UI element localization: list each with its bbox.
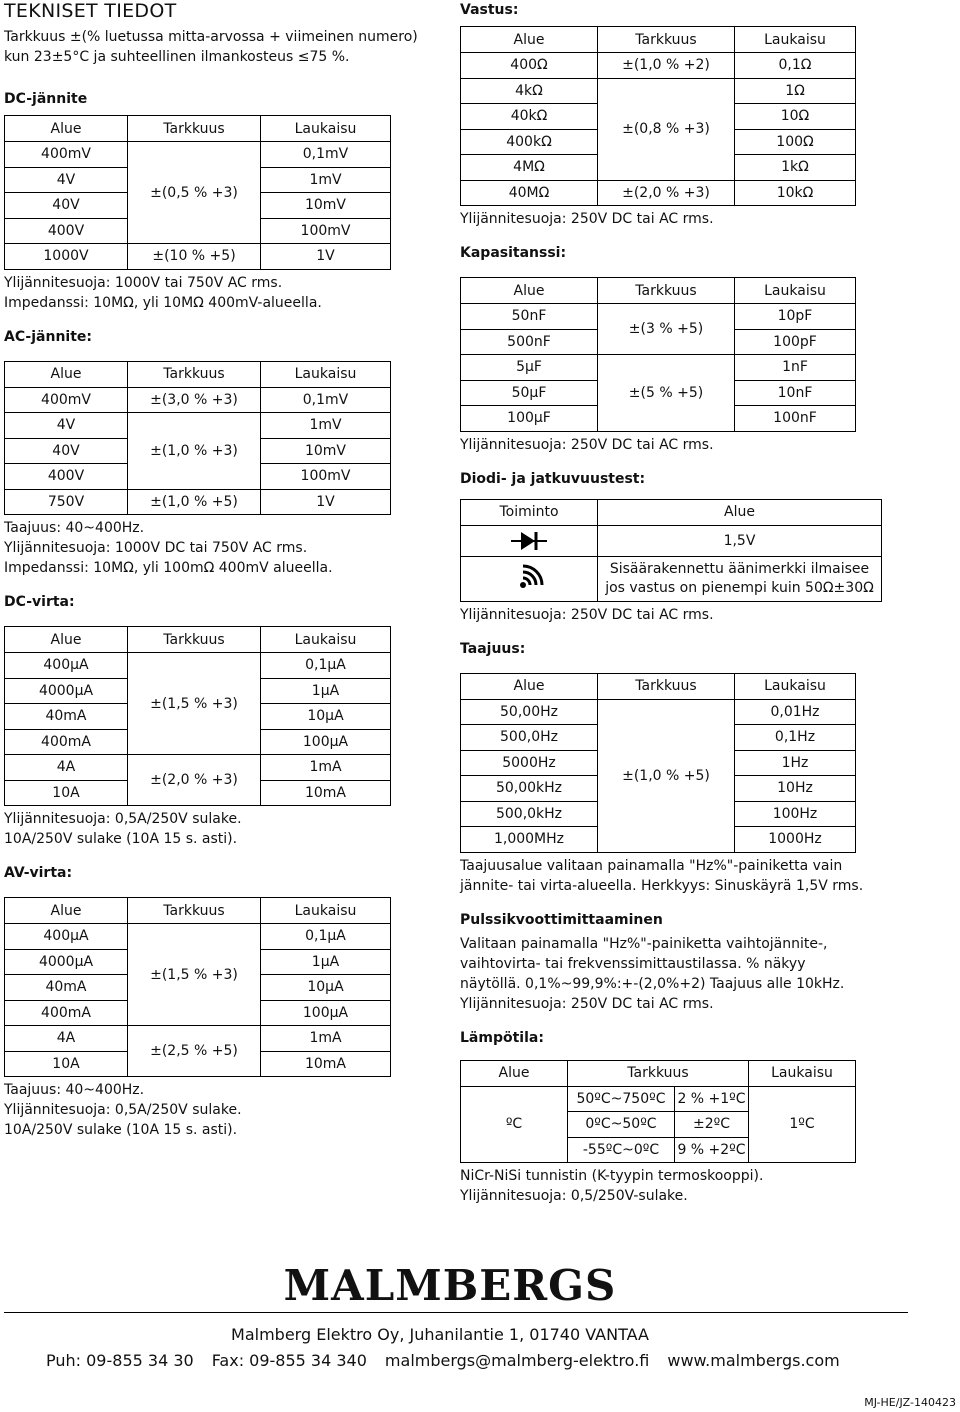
note-line: Taajuusalue valitaan painamalla "Hz%"-painiketta vain bbox=[460, 857, 843, 874]
col-header: Alue bbox=[5, 898, 128, 924]
note-line: Valitaan painamalla "Hz%"-painiketta vaihtojännite-, bbox=[460, 935, 828, 952]
table-cell: 1μA bbox=[261, 949, 391, 975]
table-cell: 1000Hz bbox=[735, 827, 856, 853]
col-header: Laukaisu bbox=[261, 116, 391, 142]
table-cell: 10Ω bbox=[735, 104, 856, 130]
table-cell: 400mA bbox=[5, 729, 128, 755]
note-line: jännite- tai virta-alueella. Herkkyys: Sinuskäyrä 1,5V rms. bbox=[460, 877, 864, 894]
col-header: Alue bbox=[5, 116, 128, 142]
table-cell: 50μF bbox=[461, 380, 598, 406]
table-cell: ±(1,5 % +3) bbox=[128, 924, 261, 1026]
note-line: Ylijännitesuoja: 0,5/250V-sulake. bbox=[460, 1188, 688, 1204]
table-cell: 1Hz bbox=[735, 750, 856, 776]
table-cell: ±(2,0 % +3) bbox=[598, 180, 735, 206]
col-header: Alue bbox=[461, 1060, 568, 1086]
table-cell: 5000Hz bbox=[461, 750, 598, 776]
col-header: Tarkkuus bbox=[128, 627, 261, 653]
col-header: Tarkkuus bbox=[598, 673, 735, 699]
col-header: Laukaisu bbox=[749, 1060, 856, 1086]
table-cell: ±(1,0 % +5) bbox=[128, 489, 261, 515]
table-cell: -55ºC~0ºC bbox=[568, 1137, 675, 1163]
buzzer-symbol-cell bbox=[461, 556, 598, 601]
table-cell: 0,1mV bbox=[261, 142, 391, 168]
intro-line: Tarkkuus ±(% luetussa mitta-arvossa + viimeinen numero) bbox=[4, 29, 418, 45]
table-cell: 1ºC bbox=[749, 1086, 856, 1163]
note-line: Ylijännitesuoja: 1000V DC tai 750V AC rms. bbox=[4, 540, 308, 556]
note-line: Ylijännitesuoja: 250V DC tai AC rms. bbox=[460, 211, 714, 227]
table-cell: 500,0kHz bbox=[461, 801, 598, 827]
footer-contact bbox=[46, 1351, 840, 1371]
table-cell: 500nF bbox=[461, 329, 598, 355]
col-header: Laukaisu bbox=[261, 361, 391, 387]
section-heading-ac-voltage: AC-jännite: bbox=[4, 328, 93, 345]
table-cell: 4kΩ bbox=[461, 78, 598, 104]
table-cell: 40mA bbox=[5, 975, 128, 1001]
table-cell: ºC bbox=[461, 1086, 568, 1163]
note-line: näytöllä. 0,1%~99,9%:+-(2,0%+2) Taajuus alle 10kHz. bbox=[460, 975, 845, 992]
col-header: Laukaisu bbox=[735, 278, 856, 304]
note-line: Ylijännitesuoja: 0,5A/250V sulake. bbox=[4, 811, 242, 827]
dc-voltage-table bbox=[4, 115, 391, 270]
table-cell: 1V bbox=[261, 244, 391, 270]
table-cell: 100pF bbox=[735, 329, 856, 355]
table-cell: 400μA bbox=[5, 924, 128, 950]
col-header: Laukaisu bbox=[261, 627, 391, 653]
table-cell: 10mA bbox=[261, 1051, 391, 1077]
col-header: Tarkkuus bbox=[598, 27, 735, 53]
table-cell: 400μA bbox=[5, 653, 128, 679]
capacitance-table bbox=[460, 277, 856, 432]
table-cell: 1V bbox=[261, 489, 391, 515]
col-header: Tarkkuus bbox=[568, 1060, 749, 1086]
col-header: Alue bbox=[5, 627, 128, 653]
table-cell: 4MΩ bbox=[461, 155, 598, 181]
footer-divider bbox=[4, 1312, 908, 1313]
table-cell: 2 % +1ºC bbox=[675, 1086, 749, 1112]
note-line: 10A/250V sulake (10A 15 s. asti). bbox=[4, 1122, 238, 1138]
table-cell: 100Ω bbox=[735, 129, 856, 155]
document-code: MJ-HE/JZ-140423 bbox=[864, 1396, 956, 1409]
page-title: TEKNISET TIEDOT bbox=[4, 0, 177, 22]
table-cell: ±(1,0 % +5) bbox=[598, 699, 735, 852]
table-cell: 100mV bbox=[261, 218, 391, 244]
note-line: vaihtovirta- tai frekvenssimittaustilassa. % näkyy bbox=[460, 955, 806, 972]
note-line: Impedanssi: 10MΩ, yli 10MΩ 400mV-alueella. bbox=[4, 294, 322, 311]
section-heading-temperature: Lämpötila: bbox=[460, 1029, 544, 1046]
table-cell: 100Hz bbox=[735, 801, 856, 827]
table-cell: ±(10 % +5) bbox=[128, 244, 261, 270]
table-cell: 1Ω bbox=[735, 78, 856, 104]
table-cell: 1mV bbox=[261, 413, 391, 439]
table-cell: 10nF bbox=[735, 380, 856, 406]
table-cell: 10mV bbox=[261, 438, 391, 464]
table-cell: 40mA bbox=[5, 704, 128, 730]
table-cell: 400Ω bbox=[461, 53, 598, 79]
col-header: Laukaisu bbox=[735, 27, 856, 53]
note-line: Taajuus: 40~400Hz. bbox=[4, 520, 145, 536]
section-heading-resistance: Vastus: bbox=[460, 2, 519, 18]
section-heading-dc-current: DC-virta: bbox=[4, 594, 75, 610]
company-logo: MALMBERGS bbox=[283, 1261, 617, 1310]
section-heading-pulse: Pulssikvoottimittaaminen bbox=[460, 911, 663, 928]
table-cell: 1μA bbox=[261, 678, 391, 704]
table-cell: 100nF bbox=[735, 406, 856, 432]
note-line: Ylijännitesuoja: 1000V tai 750V AC rms. bbox=[4, 274, 283, 291]
col-header: Alue bbox=[5, 361, 128, 387]
table-cell: ±(1,0 % +2) bbox=[598, 53, 735, 79]
frequency-table bbox=[460, 673, 856, 853]
table-cell: 10μA bbox=[261, 975, 391, 1001]
table-cell: 1,5V bbox=[598, 525, 882, 556]
note-line: Ylijännitesuoja: 250V DC tai AC rms. bbox=[460, 995, 714, 1012]
table-cell: 0,1μA bbox=[261, 653, 391, 679]
col-header: Alue bbox=[461, 673, 598, 699]
table-cell: 10kΩ bbox=[735, 180, 856, 206]
diode-icon bbox=[509, 530, 549, 552]
table-cell: 1000V bbox=[5, 244, 128, 270]
note-line: Ylijännitesuoja: 250V DC tai AC rms. bbox=[460, 436, 714, 453]
table-cell: 0,01Hz bbox=[735, 699, 856, 725]
col-header: Alue bbox=[598, 499, 882, 525]
table-cell: 10mA bbox=[261, 780, 391, 806]
table-cell: 4V bbox=[5, 167, 128, 193]
table-cell: 100μA bbox=[261, 1000, 391, 1026]
intro-line: kun 23±5°C ja suhteellinen ilmankosteus ≤75 %. bbox=[4, 49, 350, 65]
table-cell: 0ºC~50ºC bbox=[568, 1112, 675, 1138]
table-cell: 40MΩ bbox=[461, 180, 598, 206]
table-cell: ±(2,0 % +3) bbox=[128, 755, 261, 806]
table-cell: 1kΩ bbox=[735, 155, 856, 181]
table-cell: 9 % +2ºC bbox=[675, 1137, 749, 1163]
table-cell: 40V bbox=[5, 438, 128, 464]
table-cell: ±(5 % +5) bbox=[598, 355, 735, 432]
table-cell: 0,1Hz bbox=[735, 725, 856, 751]
table-cell: 750V bbox=[5, 489, 128, 515]
table-cell: 10A bbox=[5, 780, 128, 806]
resistance-table bbox=[460, 26, 856, 206]
table-cell: ±2ºC bbox=[675, 1112, 749, 1138]
table-cell: 50,00Hz bbox=[461, 699, 598, 725]
table-cell: 4000μA bbox=[5, 949, 128, 975]
table-cell: 100mV bbox=[261, 464, 391, 490]
table-cell: 50ºC~750ºC bbox=[568, 1086, 675, 1112]
table-cell: 1nF bbox=[735, 355, 856, 381]
note-line: Ylijännitesuoja: 0,5A/250V sulake. bbox=[4, 1102, 242, 1118]
col-header: Tarkkuus bbox=[598, 278, 735, 304]
col-header: Tarkkuus bbox=[128, 361, 261, 387]
table-cell: 0,1μA bbox=[261, 924, 391, 950]
table-cell: 100μF bbox=[461, 406, 598, 432]
section-heading-dc-voltage: DC-jännite bbox=[4, 91, 88, 107]
ac-current-table bbox=[4, 897, 391, 1077]
table-cell: 400mV bbox=[5, 387, 128, 413]
col-header: Tarkkuus bbox=[128, 116, 261, 142]
section-heading-frequency: Taajuus: bbox=[460, 640, 526, 657]
footer-fax: Fax: 09-855 34 340 bbox=[211, 1351, 367, 1370]
table-cell: 400V bbox=[5, 218, 128, 244]
table-cell: ±(3,0 % +3) bbox=[128, 387, 261, 413]
col-header: Laukaisu bbox=[261, 898, 391, 924]
temperature-table bbox=[460, 1060, 856, 1164]
table-cell: 400mV bbox=[5, 142, 128, 168]
table-cell: ±(0,5 % +3) bbox=[128, 142, 261, 244]
table-cell: 500,0Hz bbox=[461, 725, 598, 751]
section-heading-capacitance: Kapasitanssi: bbox=[460, 245, 567, 261]
note-line: Impedanssi: 10MΩ, yli 100mΩ 400mV alueella. bbox=[4, 560, 333, 576]
footer-email[interactable]: malmbergs@malmberg-elektro.fi bbox=[384, 1351, 650, 1370]
table-cell: 10μA bbox=[261, 704, 391, 730]
ac-voltage-table bbox=[4, 361, 391, 516]
note-line: NiCr-NiSi tunnistin (K-tyypin termoskooppi). bbox=[460, 1168, 764, 1184]
table-cell: 4A bbox=[5, 755, 128, 781]
footer-website[interactable]: www.malmbergs.com bbox=[667, 1351, 840, 1370]
table-cell: ±(3 % +5) bbox=[598, 304, 735, 355]
col-header: Toiminto bbox=[461, 499, 598, 525]
table-cell: 10pF bbox=[735, 304, 856, 330]
section-heading-diode: Diodi- ja jatkuvuustest: bbox=[460, 470, 646, 487]
footer-phone: Puh: 09-855 34 30 bbox=[46, 1351, 194, 1370]
col-header: Alue bbox=[461, 27, 598, 53]
diode-symbol-cell bbox=[461, 525, 598, 556]
diode-table bbox=[460, 499, 882, 602]
left-column bbox=[4, 0, 450, 1140]
table-cell: 1mA bbox=[261, 1026, 391, 1052]
table-cell: 0,1Ω bbox=[735, 53, 856, 79]
table-cell: 400V bbox=[5, 464, 128, 490]
table-cell: 50,00kHz bbox=[461, 776, 598, 802]
table-cell: ±(2,5 % +5) bbox=[128, 1026, 261, 1077]
table-cell: 40kΩ bbox=[461, 104, 598, 130]
table-cell: 1,000MHz bbox=[461, 827, 598, 853]
footer-address: Malmberg Elektro Oy, Juhanilantie 1, 01740 VANTAA bbox=[231, 1325, 649, 1344]
table-cell: 4000μA bbox=[5, 678, 128, 704]
col-header: Laukaisu bbox=[735, 673, 856, 699]
dc-current-table bbox=[4, 626, 391, 806]
continuity-description bbox=[598, 556, 882, 601]
table-cell: ±(0,8 % +3) bbox=[598, 78, 735, 180]
note-line: Taajuus: 40~400Hz. bbox=[4, 1082, 145, 1098]
section-heading-ac-current: AV-virta: bbox=[4, 865, 73, 881]
table-cell: 400mA bbox=[5, 1000, 128, 1026]
continuity-line: Sisäärakennettu äänimerkki ilmaisee bbox=[609, 560, 870, 577]
table-cell: 1mV bbox=[261, 167, 391, 193]
table-cell: ±(1,0 % +3) bbox=[128, 413, 261, 490]
table-cell: 1mA bbox=[261, 755, 391, 781]
col-header: Tarkkuus bbox=[128, 898, 261, 924]
table-cell: 0,1mV bbox=[261, 387, 391, 413]
table-cell: ±(1,5 % +3) bbox=[128, 653, 261, 755]
table-cell: 50nF bbox=[461, 304, 598, 330]
table-cell: 10A bbox=[5, 1051, 128, 1077]
table-cell: 10Hz bbox=[735, 776, 856, 802]
col-header: Alue bbox=[461, 278, 598, 304]
table-cell: 4A bbox=[5, 1026, 128, 1052]
right-column bbox=[460, 0, 960, 1206]
continuity-line: jos vastus on pienempi kuin 50Ω±30Ω bbox=[605, 579, 874, 596]
table-cell: 10mV bbox=[261, 193, 391, 219]
table-cell: 4V bbox=[5, 413, 128, 439]
note-line: 10A/250V sulake (10A 15 s. asti). bbox=[4, 831, 238, 847]
table-cell: 100μA bbox=[261, 729, 391, 755]
table-cell: 5μF bbox=[461, 355, 598, 381]
table-cell: 40V bbox=[5, 193, 128, 219]
table-cell: 400kΩ bbox=[461, 129, 598, 155]
buzzer-icon bbox=[514, 564, 544, 594]
note-line: Ylijännitesuoja: 250V DC tai AC rms. bbox=[460, 606, 714, 623]
